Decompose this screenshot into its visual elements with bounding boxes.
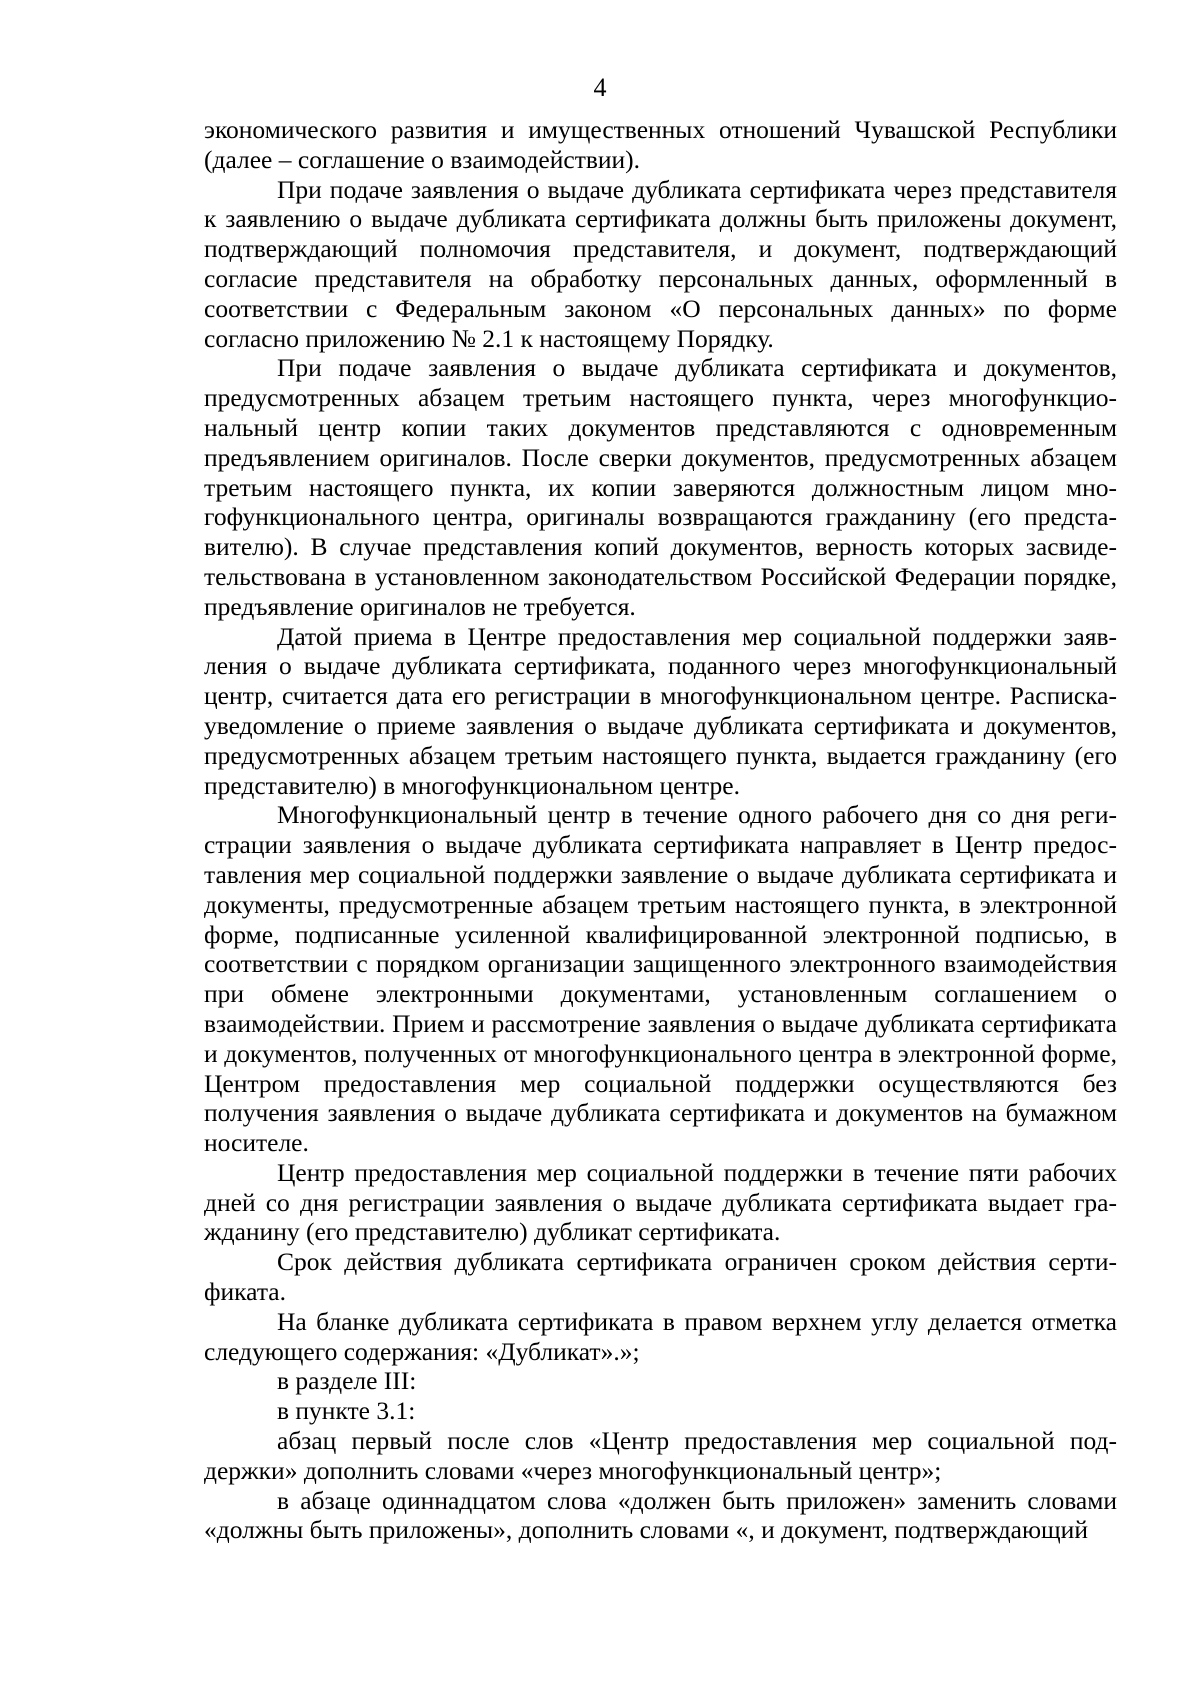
paragraph-4: Датой приема в Центре предоставления мер социальной поддержки заявления о выдаче дубликата сертификата, поданного через многофункциональный центр, считается дата его регистрации в многофункциональном центре. Расписка-уведомление о приеме заявления о выдаче дубликата сертификата и документов, предусмотренных абзацем третьим настоящего пункта, выдается гражданину (его представителю) в многофункциональном центре. [204,621,1117,800]
paragraph-6: Центр предоставления мер социальной поддержки в течение пяти рабочих дней со дня регистрации заявления о выдаче дубликата сертификата выдает гражданину (его представителю) дубликат сертификата. [204,1157,1117,1247]
paragraph-9: в разделе III: [277,1366,417,1396]
paragraph-7: Срок действия дубликата сертификата ограничен сроком действия сертификата. [204,1247,1117,1307]
document-body [204,115,1117,1545]
paragraph-10: в пункте 3.1: [277,1396,416,1426]
paragraph-8: На бланке дубликата сертификата в правом верхнем углу делается отметка следующего содержания: «Дубликат».»; [204,1306,1117,1366]
paragraph-11: абзац первый после слов «Центр предоставления мер социальной поддержки» дополнить словами «через многофункциональный центр»; [204,1426,1117,1485]
paragraph-12: в абзаце одиннадцатом слова «должен быть приложен» заменить словами «должны быть приложены», дополнить словами «, и документ, подтверждающий [204,1485,1117,1545]
paragraph-2: При подаче заявления о выдаче дубликата сертификата через представителя к заявлению о выдаче дубликата сертификата должны быть приложены документ, подтверждающий полномочия представителя, и документ, подтверждающий согласие представителя на обработку персональных данных, оформленный в соответствии с Федеральным законом «О персональных данных» по форме согласно приложению № 2.1 к настоящему Порядку. [204,174,1117,353]
paragraph-1: экономического развития и имущественных отношений Чувашской Республики (далее – соглашение о взаимодействии). [204,115,1117,174]
paragraph-5: Многофункциональный центр в течение одного рабочего дня со дня регистрации заявления о выдаче дубликата сертификата направляет в Центр предоставления мер социальной поддержки заявление о выдаче дубликата сертификата и документы, предусмотренные абзацем третьим настоящего пункта, в электронной форме, подписанные усиленной квалифицированной электронной подписью, в соответствии с порядком организации защищенного электронного взаимодействия при обмене электронными документами, установленным соглашением о взаимодействии. Прием и рассмотрение заявления о выдаче дубликата сертификата и документов, полученных от многофункционального центра в электронной форме, Центром предоставления мер социальной поддержки осуществляются без получения заявления о выдаче дубликата сертификата и документов на бумажном носителе. [204,800,1117,1158]
page-number: 4 [593,73,607,102]
paragraph-3: При подаче заявления о выдаче дубликата сертификата и документов, предусмотренных абзацем третьим настоящего пункта, через многофункциональный центр копии таких документов представляются с одновременным предъявлением оригиналов. После сверки документов, предусмотренных абзацем третьим настоящего пункта, их копии заверяются должностным лицом многофункционального центра, оригиналы возвращаются гражданину (его представителю). В случае представления копий документов, верность которых засвидетельствована в установленном законодательством Российской Федерации порядке, предъявление оригиналов не требуется. [204,353,1117,621]
